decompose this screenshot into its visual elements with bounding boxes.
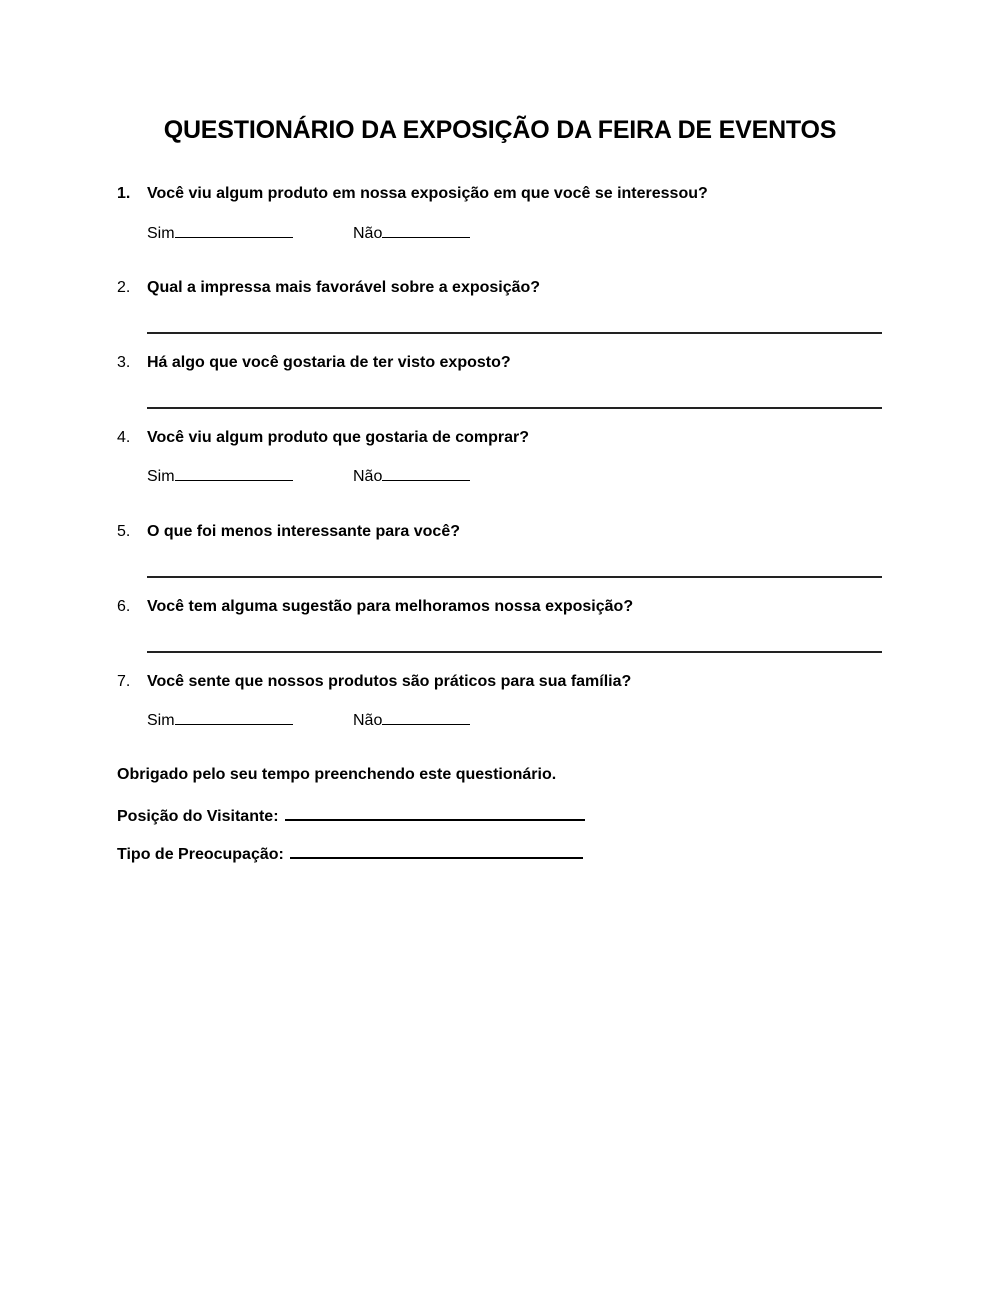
question-number: 1.: [117, 185, 131, 202]
no-option[interactable]: [353, 223, 470, 243]
question-1: [117, 185, 708, 203]
answer-line-5[interactable]: [147, 576, 882, 578]
yes-option[interactable]: [147, 710, 293, 730]
question-text: Você tem alguma sugestão para melhoramos nossa exposição?: [147, 598, 634, 615]
answer-line-2[interactable]: [147, 332, 882, 334]
question-5: [117, 523, 460, 541]
no-label: Não: [353, 468, 383, 485]
thank-you-note: Obrigado pelo seu tempo preenchendo este questionário.: [117, 766, 557, 783]
no-label: Não: [353, 225, 383, 242]
answer-line-6[interactable]: [147, 651, 882, 653]
question-number: 3.: [117, 354, 131, 371]
no-blank[interactable]: [382, 710, 470, 725]
concern-type-label: Tipo de Preocupação:: [117, 846, 284, 863]
visitor-position-label: Posição do Visitante:: [117, 808, 279, 825]
concern-type-input[interactable]: [290, 842, 583, 859]
question-text: Há algo que você gostaria de ter visto exposto?: [147, 354, 511, 371]
question-6: [117, 598, 633, 616]
question-number: 4.: [117, 429, 131, 446]
no-option[interactable]: [353, 710, 470, 730]
question-number: 7.: [117, 673, 131, 690]
question-number: 6.: [117, 598, 131, 615]
question-text: Qual a impressa mais favorável sobre a exposição?: [147, 279, 541, 296]
answer-line-3[interactable]: [147, 407, 882, 409]
yes-option[interactable]: [147, 466, 293, 486]
yes-label: Sim: [147, 468, 175, 485]
yes-option[interactable]: [147, 223, 293, 243]
no-label: Não: [353, 712, 383, 729]
question-text: O que foi menos interessante para você?: [147, 523, 460, 540]
yes-label: Sim: [147, 225, 175, 242]
no-option[interactable]: [353, 466, 470, 486]
yes-blank[interactable]: [175, 466, 293, 481]
question-7: [117, 673, 631, 691]
question-number: 5.: [117, 523, 131, 540]
concern-type-field: [117, 842, 583, 864]
question-4: [117, 429, 529, 447]
question-text: Você viu algum produto em nossa exposição em que você se interessou?: [147, 185, 708, 202]
page-title: QUESTIONÁRIO DA EXPOSIÇÃO DA FEIRA DE EVENTOS: [163, 116, 837, 144]
visitor-position-input[interactable]: [285, 804, 585, 821]
visitor-position-field: [117, 804, 585, 826]
no-blank[interactable]: [382, 466, 470, 481]
no-blank[interactable]: [382, 223, 470, 238]
question-text: Você viu algum produto que gostaria de comprar?: [147, 429, 529, 446]
question-2: [117, 279, 540, 297]
question-3: [117, 354, 511, 372]
question-number: 2.: [117, 279, 131, 296]
yes-blank[interactable]: [175, 223, 293, 238]
yes-blank[interactable]: [175, 710, 293, 725]
question-text: Você sente que nossos produtos são práticos para sua família?: [147, 673, 632, 690]
yes-label: Sim: [147, 712, 175, 729]
